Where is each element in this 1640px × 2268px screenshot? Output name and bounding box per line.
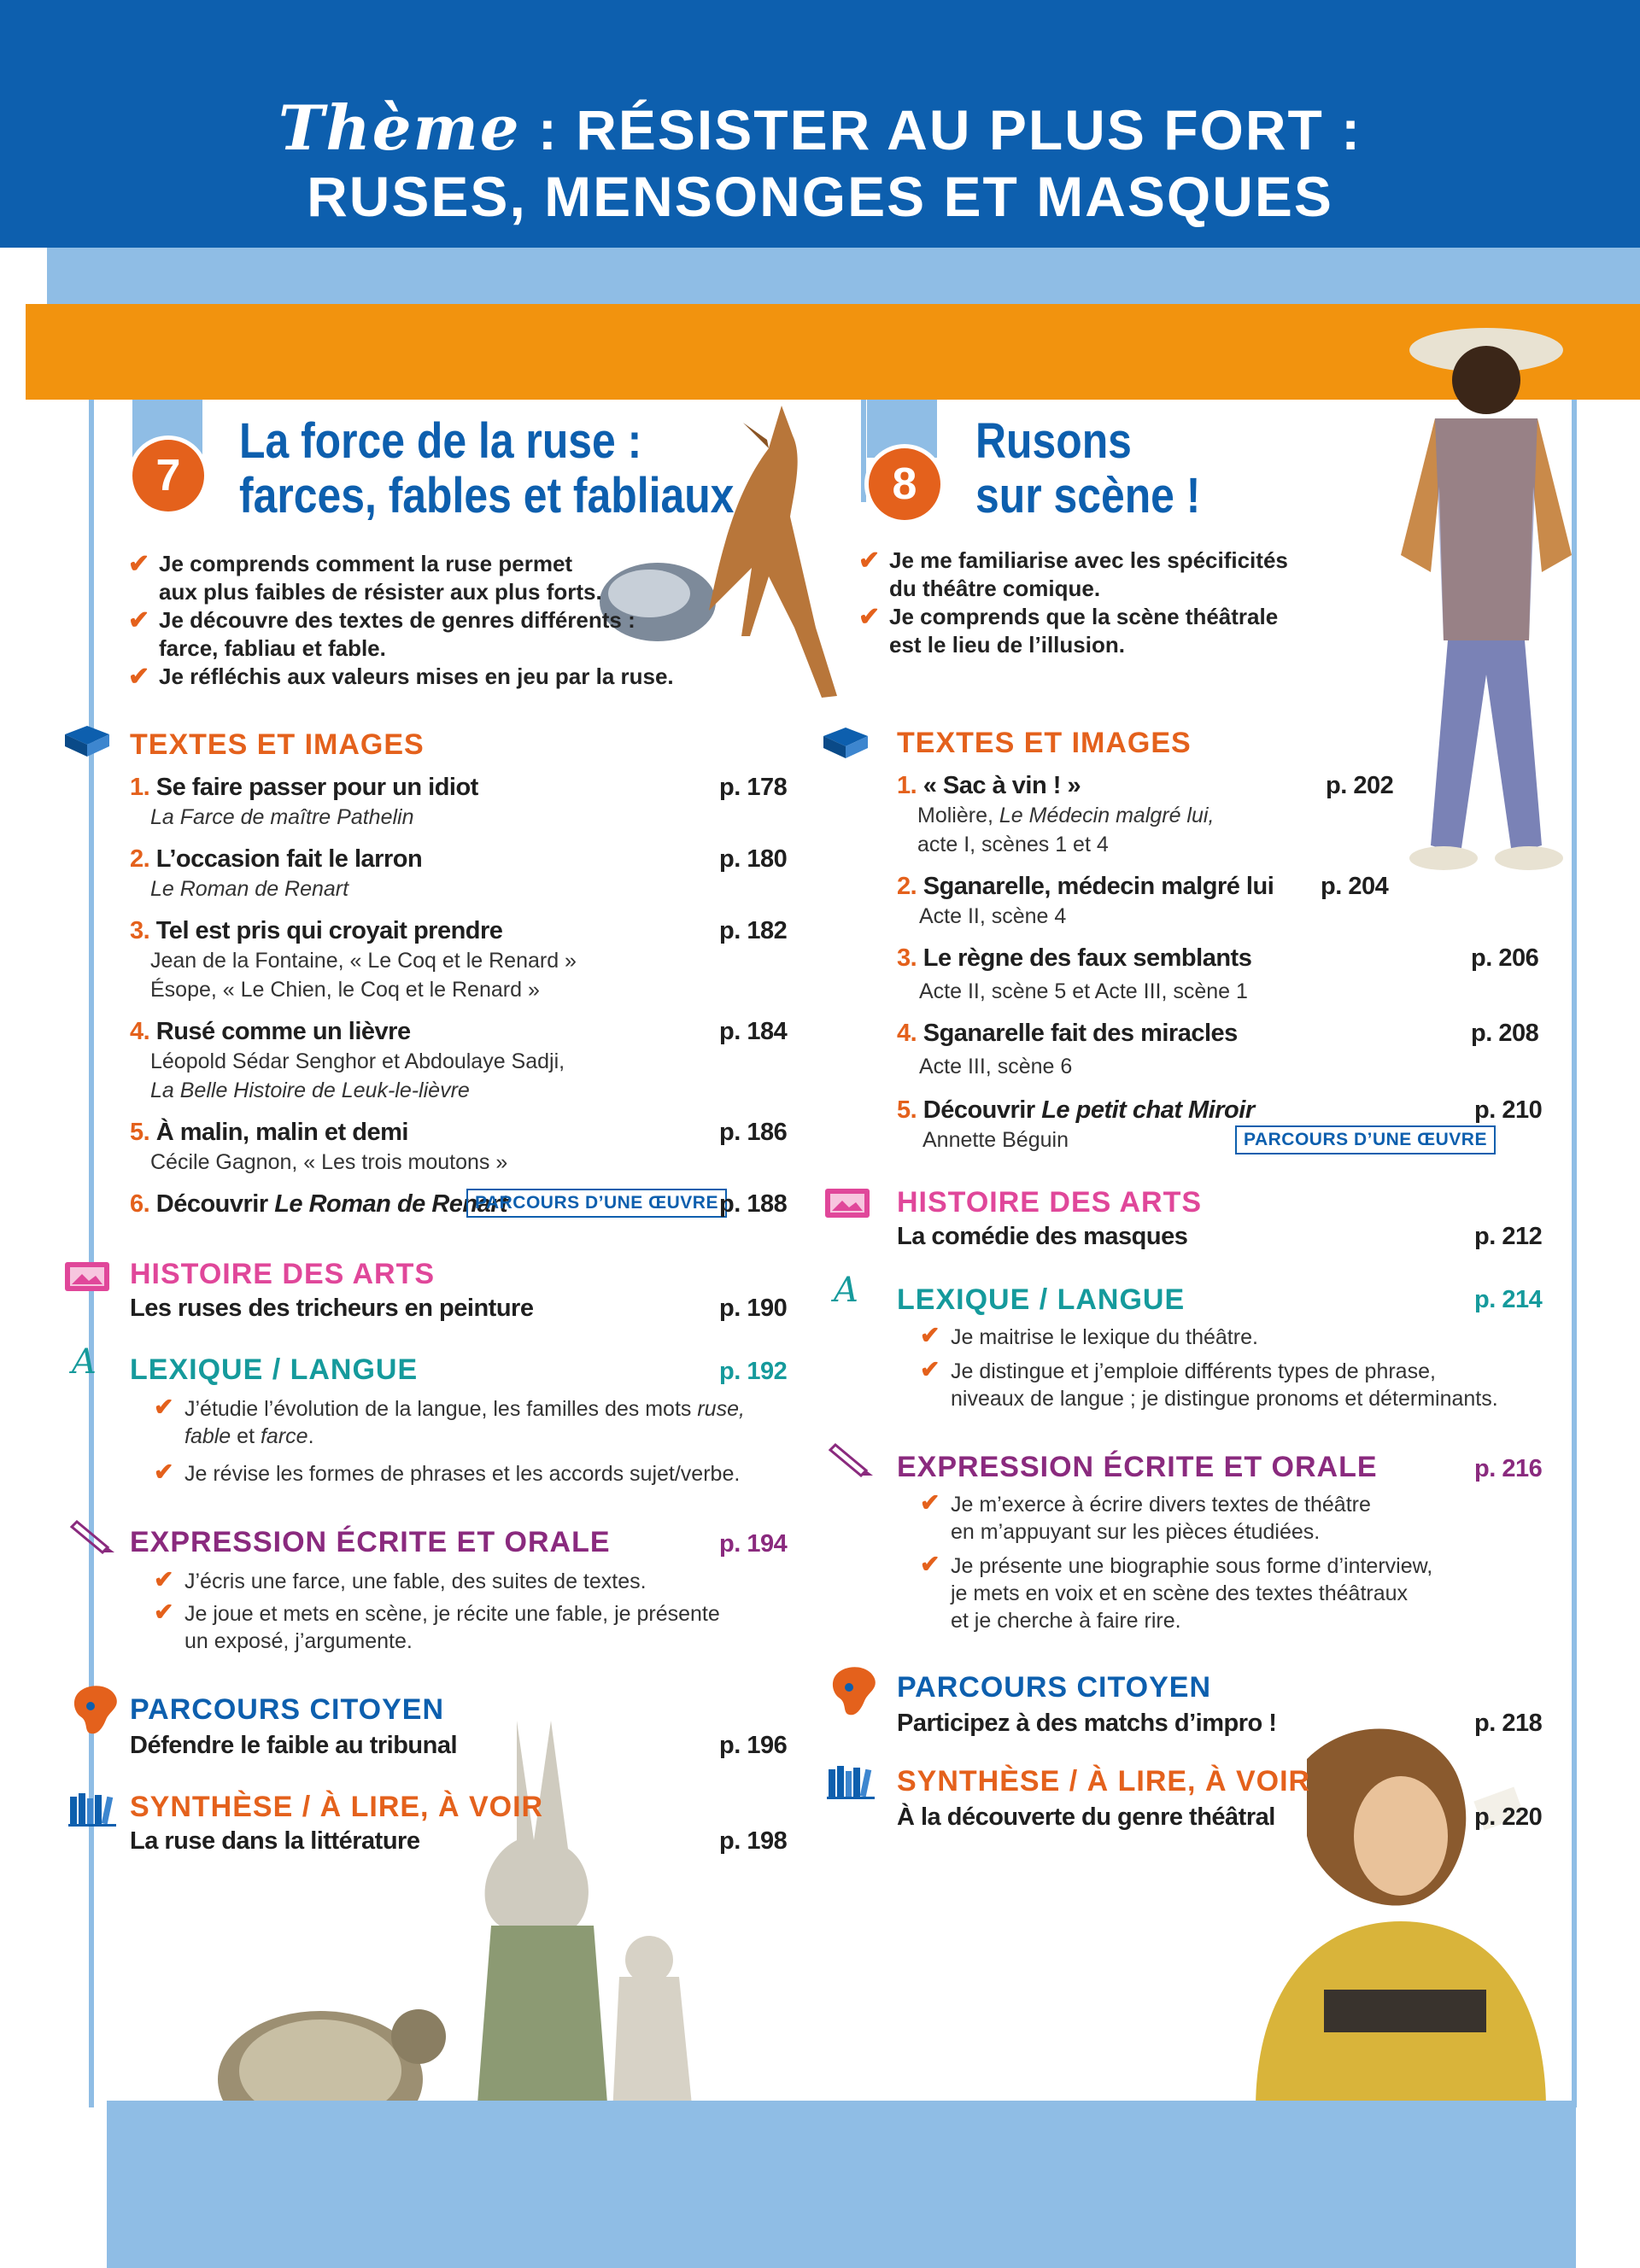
chapter8-synthese-title[interactable]: À la découverte du genre théâtral (897, 1803, 1275, 1831)
check-icon: ✔ (154, 1566, 174, 1593)
chapter8-histoire-title[interactable]: La comédie des masques (897, 1223, 1188, 1250)
chapter7-item-4-page: p. 184 (719, 1018, 788, 1045)
chapter7-number-badge: 7 (128, 435, 208, 516)
chapter7-lexique-bullet-1: ✔ J’étudie l’évolution de la langue, les familles des mots ruse, fable et farce. (154, 1394, 745, 1448)
harlequin-illustration (1358, 316, 1614, 897)
chapter8-expression-heading: EXPRESSION ÉCRITE ET ORALE (897, 1451, 1378, 1483)
chapter7-histoire-page: p. 190 (719, 1295, 788, 1322)
chapter8-textes-heading: TEXTES ET IMAGES (897, 727, 1192, 759)
check-icon: ✔ (858, 603, 881, 631)
chapter8-lexique-bullet-1: ✔ Je maitrise le lexique du théâtre. (920, 1322, 1258, 1349)
chapter8-expression-bullet-2: ✔ Je présente une biographie sous forme d’interview, je mets en voix et en scène des textes théâtraux et je cherche à faire rire. (920, 1551, 1433, 1633)
chapter7-lexique-heading: LEXIQUE / LANGUE (130, 1353, 419, 1386)
chapter8-item-1-page: p. 202 (1326, 772, 1394, 799)
letter-a-icon: A (72, 1342, 97, 1382)
check-icon: ✔ (920, 1489, 940, 1516)
books-icon (825, 1762, 876, 1800)
chapter7-objectives (128, 550, 683, 691)
check-icon: ✔ (920, 1322, 940, 1348)
chapter7-synthese-heading: SYNTHÈSE / À LIRE, À VOIR (130, 1791, 544, 1823)
chapter7-item-6-page: p. 188 (719, 1190, 788, 1218)
chapter8-histoire-heading: HISTOIRE DES ARTS (897, 1186, 1203, 1219)
chapter8-number-badge: 8 (864, 444, 945, 524)
check-icon: ✔ (128, 663, 150, 691)
chapter7-expression-page: p. 194 (719, 1530, 788, 1558)
objective-item: ✔ Je comprends comment la ruse permet aux plus faibles de résister aux plus forts. (128, 550, 602, 605)
pencil-icon (827, 1440, 878, 1477)
objective-item: ✔ Je me familiarise avec les spécificités du théâtre comique. (858, 547, 1288, 601)
chapter8-citoyen-heading: PARCOURS CITOYEN (897, 1671, 1212, 1704)
check-icon: ✔ (154, 1458, 174, 1485)
check-icon: ✔ (858, 547, 881, 575)
chapter8-citoyen-title[interactable]: Participez à des matchs d’impro ! (897, 1710, 1277, 1737)
theme-word: Thème (278, 91, 521, 164)
blue-band (47, 248, 1640, 304)
chapter7-lexique-page: p. 192 (719, 1358, 788, 1385)
chapter7-item-4[interactable]: 4. Rusé comme un lièvre Léopold Sédar Senghor et Abdoulaye Sadji, La Belle Histoire de Leuk-le-lièvre (130, 1018, 565, 1102)
chapter7-item-3[interactable]: 3. Tel est pris qui croyait prendre Jean de la Fontaine, « Le Coq et le Renard » Ésope, « Le Chien, le Coq et le Renard » (130, 917, 577, 1002)
mask-icon (72, 1682, 120, 1739)
chapter8-lexique-page: p. 214 (1474, 1286, 1543, 1313)
chapter7-item-1[interactable]: 1. Se faire passer pour un idiot La Farce de maître Pathelin (130, 774, 478, 829)
chapter8-item-4-page: p. 208 (1471, 1020, 1539, 1047)
chapter8-citoyen-page: p. 218 (1474, 1710, 1543, 1737)
chapter7-item-5-page: p. 186 (719, 1119, 788, 1146)
chapter8-synthese-heading: SYNTHÈSE / À LIRE, À VOIR (897, 1765, 1311, 1797)
mask-icon (830, 1663, 878, 1720)
pencil-icon (68, 1517, 120, 1554)
check-icon: ✔ (920, 1356, 940, 1382)
chapter7-citoyen-heading: PARCOURS CITOYEN (130, 1693, 445, 1726)
chapter7-synthese-title[interactable]: La ruse dans la littérature (130, 1827, 420, 1855)
chapter8-item-2-page: p. 204 (1321, 873, 1389, 900)
chapter7-item-2-page: p. 180 (719, 845, 788, 873)
chapter7-citoyen-title[interactable]: Défendre le faible au tribunal (130, 1732, 458, 1759)
chapter8-lexique-bullet-2: ✔ Je distingue et j’emploie différents types de phrase, niveaux de langue ; je distingue pronoms et déterminants. (920, 1356, 1498, 1411)
check-icon: ✔ (154, 1394, 174, 1420)
chapter8-item-4[interactable]: 4. Sganarelle fait des miracles Acte III, scène 6 (897, 1020, 1238, 1078)
book-icon (820, 724, 871, 762)
chapter7-histoire-title[interactable]: Les ruses des tricheurs en peinture (130, 1295, 534, 1322)
objective-item: ✔ Je découvre des textes de genres différents : farce, fabliau et fable. (128, 606, 636, 661)
page-title-line1: Thème : RÉSISTER AU PLUS FORT : (278, 91, 1362, 164)
picture-icon (822, 1184, 873, 1221)
chapter8-title: Rusons sur scène ! (975, 413, 1201, 523)
chapter8-item-3[interactable]: 3. Le règne des faux semblants Acte II, scène 5 et Acte III, scène 1 (897, 944, 1252, 1003)
chapter8-item-2[interactable]: 2. Sganarelle, médecin malgré lui Acte II, scène 4 (897, 873, 1274, 928)
chapter7-expression-bullet-2: ✔ Je joue et mets en scène, je récite une fable, je présente un exposé, j’argumente. (154, 1599, 720, 1653)
chapter7-item-3-page: p. 182 (719, 917, 788, 944)
parcours-oeuvre-badge[interactable]: PARCOURS D’UNE ŒUVRE (1235, 1125, 1496, 1154)
bottom-band (107, 2101, 1576, 2268)
objective-item: ✔ Je comprends que la scène théâtrale est le lieu de l’illusion. (858, 603, 1279, 658)
chapter7-synthese-page: p. 198 (719, 1827, 788, 1855)
chapter7-item-5[interactable]: 5. À malin, malin et demi Cécile Gagnon, « Les trois moutons » (130, 1119, 508, 1174)
chapter8-expression-bullet-1: ✔ Je m’exerce à écrire divers textes de théâtre en m’appuyant sur les pièces étudiées. (920, 1489, 1371, 1544)
chapter7-item-6[interactable]: 6. Découvrir Le Roman de Renart (130, 1190, 508, 1218)
books-icon (67, 1790, 118, 1827)
chapter8-item-3-page: p. 206 (1471, 944, 1539, 972)
chapter8-lexique-heading: LEXIQUE / LANGUE (897, 1283, 1186, 1316)
chapter7-title: La force de la ruse : farces, fables et fabliaux (239, 413, 735, 523)
chapter7-item-2[interactable]: 2. L’occasion fait le larron Le Roman de Renart (130, 845, 423, 901)
chapter8-objectives (858, 547, 1388, 659)
chapter7-expression-heading: EXPRESSION ÉCRITE ET ORALE (130, 1526, 611, 1558)
chapter8-histoire-page: p. 212 (1474, 1223, 1543, 1250)
picture-icon (62, 1257, 113, 1295)
chapter7-item-1-page: p. 178 (719, 774, 788, 801)
parcours-oeuvre-badge[interactable]: PARCOURS D’UNE ŒUVRE (466, 1189, 727, 1218)
left-frame-line (89, 400, 94, 2107)
check-icon: ✔ (128, 550, 150, 578)
page-title-line2: RUSES, MENSONGES ET MASQUES (307, 165, 1333, 228)
objective-item: ✔ Je réfléchis aux valeurs mises en jeu par la ruse. (128, 663, 674, 691)
letter-a-icon: A (834, 1271, 858, 1310)
check-icon: ✔ (154, 1599, 174, 1625)
chapter7-histoire-heading: HISTOIRE DES ARTS (130, 1258, 436, 1290)
chapter7-textes-heading: TEXTES ET IMAGES (130, 728, 425, 761)
chapter7-lexique-bullet-2: ✔ Je révise les formes de phrases et les accords sujet/verbe. (154, 1458, 741, 1486)
book-icon (62, 722, 113, 760)
chapter8-item-1[interactable]: 1. « Sac à vin ! » Molière, Le Médecin malgré lui, acte I, scènes 1 et 4 (897, 772, 1215, 856)
chapter8-expression-page: p. 216 (1474, 1455, 1543, 1482)
chapter7-citoyen-page: p. 196 (719, 1732, 788, 1759)
chapter8-item-5-page: p. 210 (1474, 1096, 1543, 1124)
check-icon: ✔ (128, 606, 150, 634)
chapter8-synthese-page: p. 220 (1474, 1803, 1543, 1831)
chapter8-item-5[interactable]: 5. Découvrir Le petit chat Miroir Annette Béguin (897, 1096, 1255, 1152)
check-icon: ✔ (920, 1551, 940, 1577)
chapter7-expression-bullet-1: ✔ J’écris une farce, une fable, des suites de textes. (154, 1566, 647, 1593)
